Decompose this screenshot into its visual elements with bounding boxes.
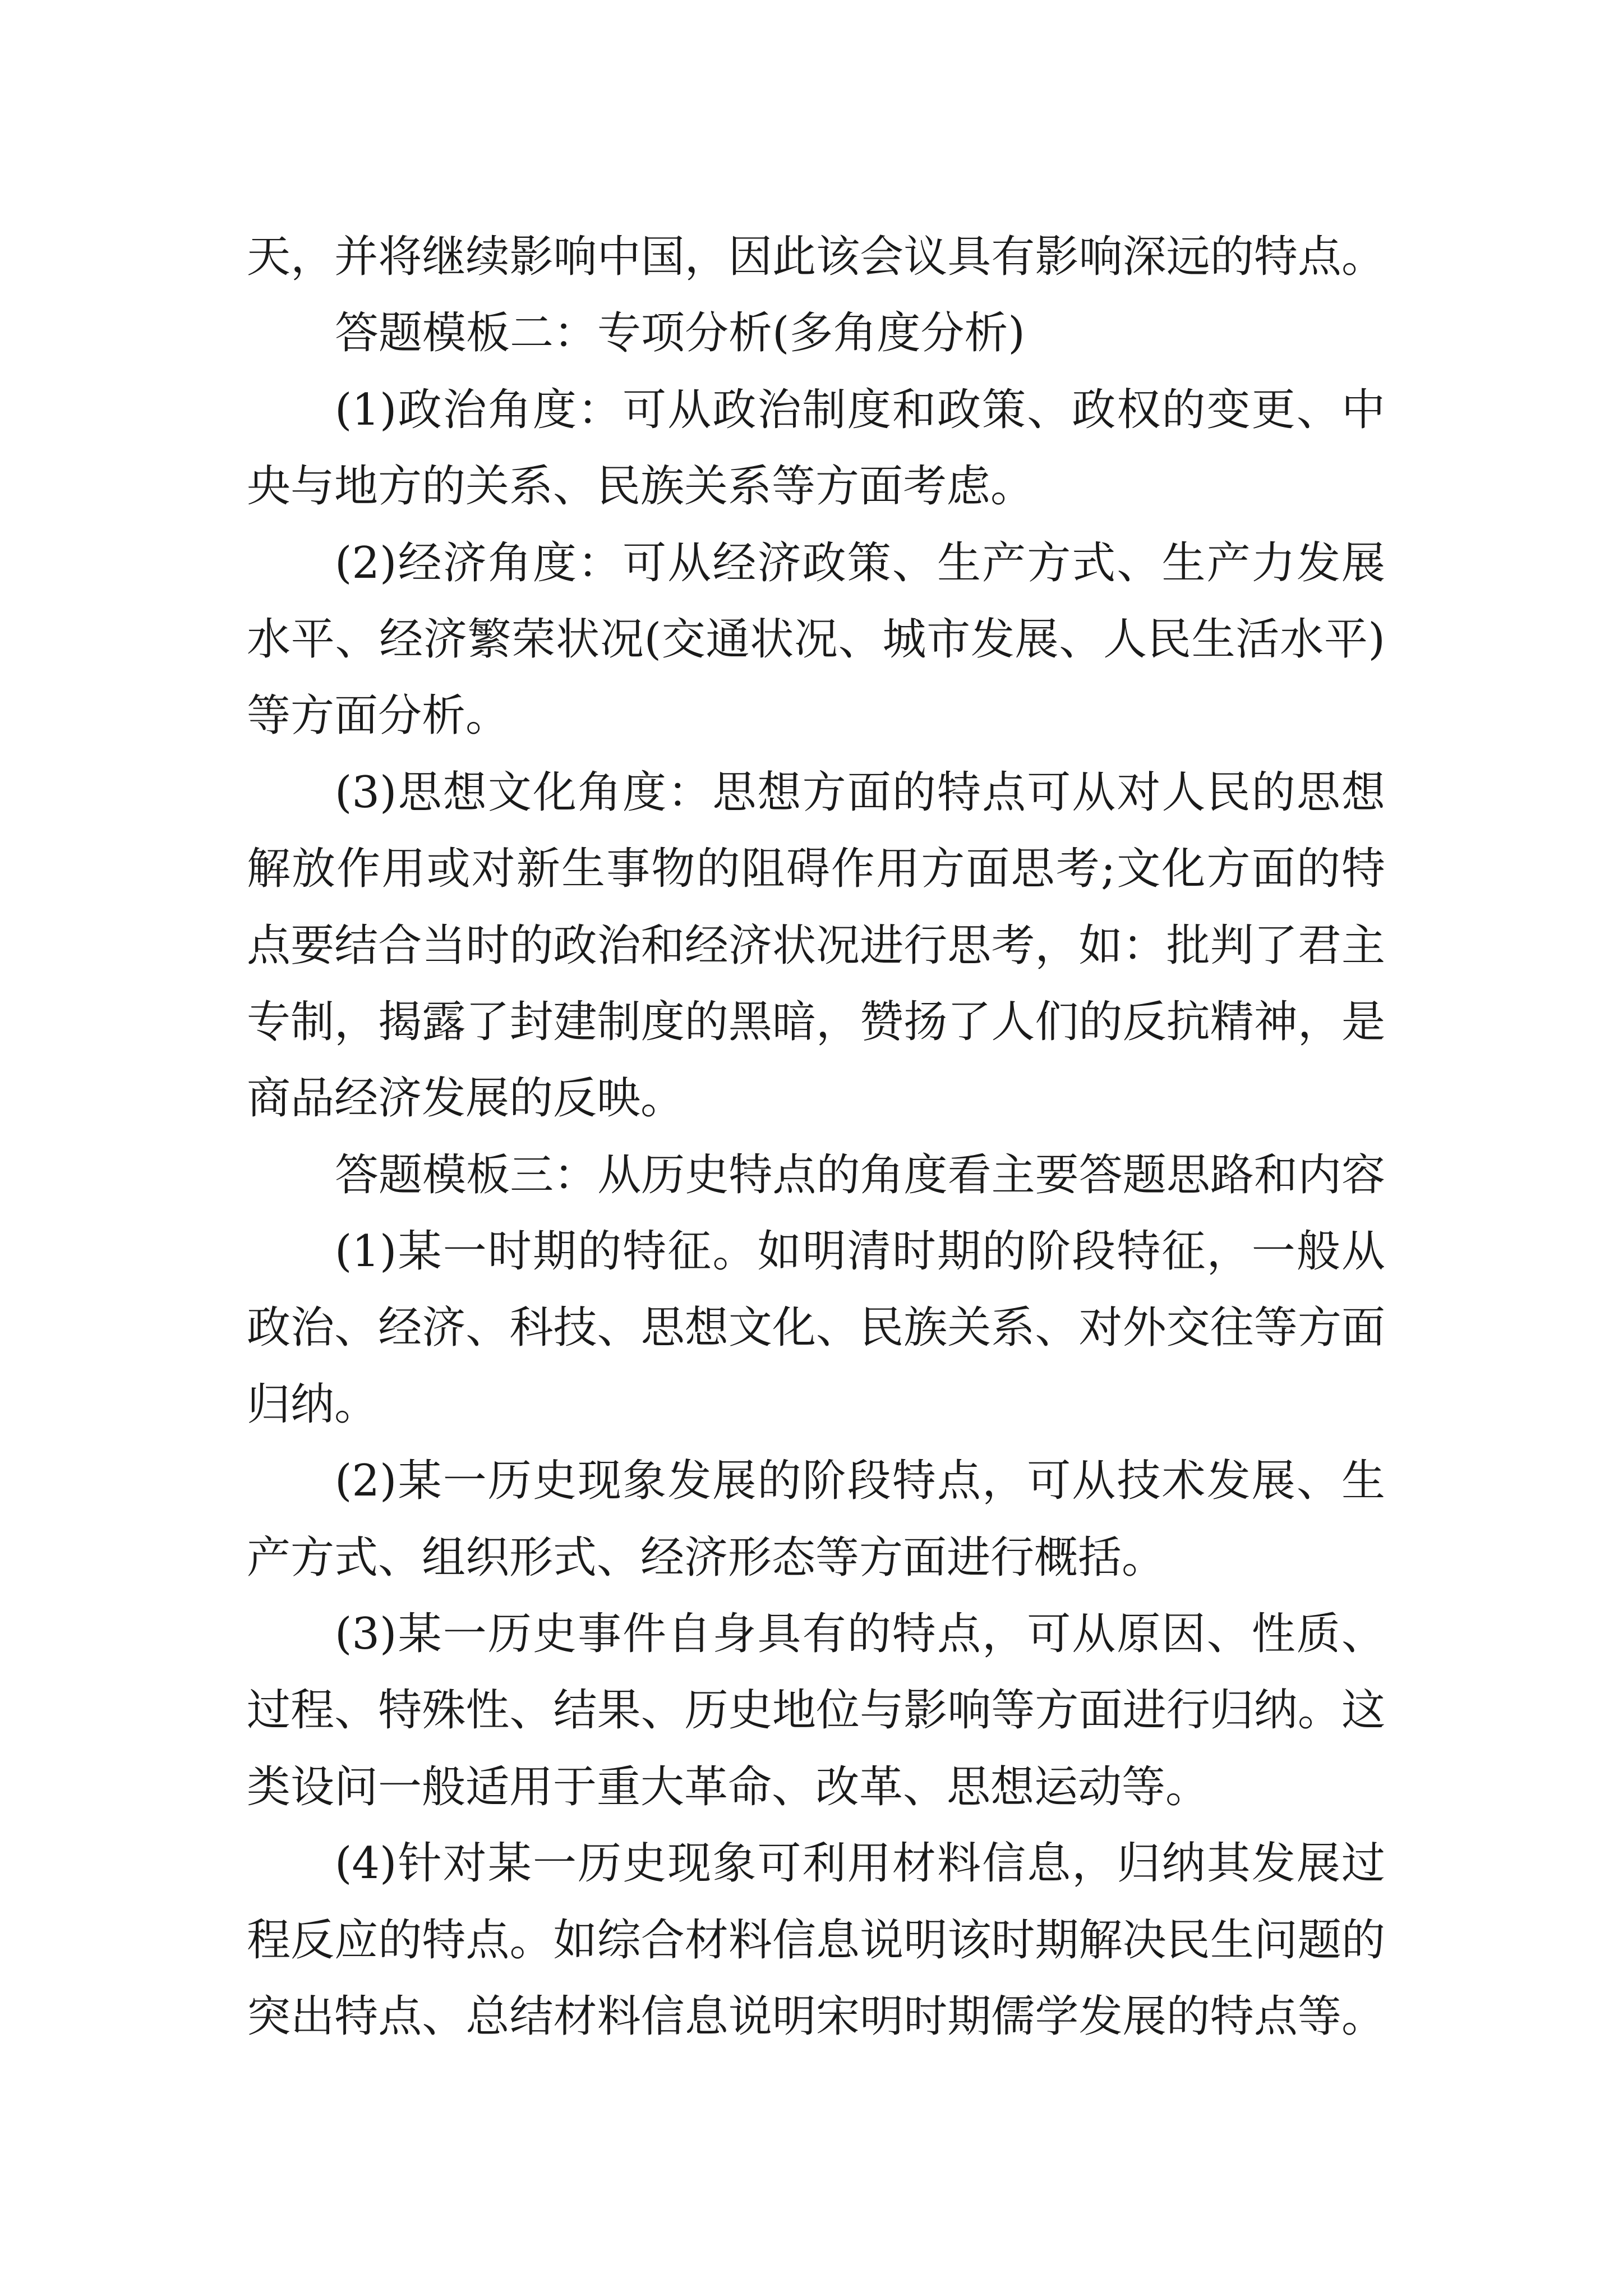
text-line: (1)政治角度：可从政治制度和政策、政权的变更、中	[335, 384, 1385, 435]
text-line: (2)某一历史现象发展的阶段特点，可从技术发展、生	[335, 1456, 1385, 1507]
text-line: 产方式、组织形式、经济形态等方面进行概括。	[247, 1532, 1166, 1583]
text-line: 类设问一般适用于重大革命、改革、思想运动等。	[247, 1761, 1210, 1812]
text-line: (1)某一时期的特征。如明清时期的阶段特征，一般从	[335, 1226, 1385, 1277]
text-line: 解放作用或对新生事物的阻碍作用方面思考;文化方面的特	[247, 844, 1385, 895]
text-line: (3)某一历史事件自身具有的特点，可从原因、性质、	[335, 1609, 1385, 1660]
text-line: 专制，揭露了封建制度的黑暗，赞扬了人们的反抗精神，是	[247, 996, 1385, 1047]
text-line: 点要结合当时的政治和经济状况进行思考，如：批判了君主	[247, 920, 1385, 971]
text-line: (3)思想文化角度：思想方面的特点可从对人民的思想	[335, 767, 1385, 818]
text-line: 水平、经济繁荣状况(交通状况、城市发展、人民生活水平)	[247, 614, 1385, 665]
text-line: (4)针对某一历史现象可利用材料信息，归纳其发展过	[335, 1838, 1385, 1889]
text-line: 答题模板三：从历史特点的角度看主要答题思路和内容	[335, 1149, 1385, 1200]
text-line: 等方面分析。	[247, 691, 510, 742]
text-line: 程反应的特点。如综合材料信息说明该时期解决民生问题的	[247, 1915, 1385, 1966]
text-line: 央与地方的关系、民族关系等方面考虑。	[247, 461, 1035, 512]
text-line: 天，并将继续影响中国，因此该会议具有影响深远的特点。	[247, 232, 1385, 282]
text-line: 过程、特殊性、结果、历史地位与影响等方面进行归纳。这	[247, 1685, 1385, 1736]
text-line: 答题模板二：专项分析(多角度分析)	[335, 308, 1025, 359]
text-line: 商品经济发展的反映。	[247, 1073, 685, 1124]
body-text	[247, 219, 1385, 2055]
text-line: 政治、经济、科技、思想文化、民族关系、对外交往等方面	[247, 1303, 1385, 1354]
text-line: 归纳。	[247, 1379, 379, 1430]
text-line: (2)经济角度：可从经济政策、生产方式、生产力发展	[335, 537, 1385, 588]
text-line: 突出特点、总结材料信息说明宋明时期儒学发展的特点等。	[247, 1991, 1385, 2042]
